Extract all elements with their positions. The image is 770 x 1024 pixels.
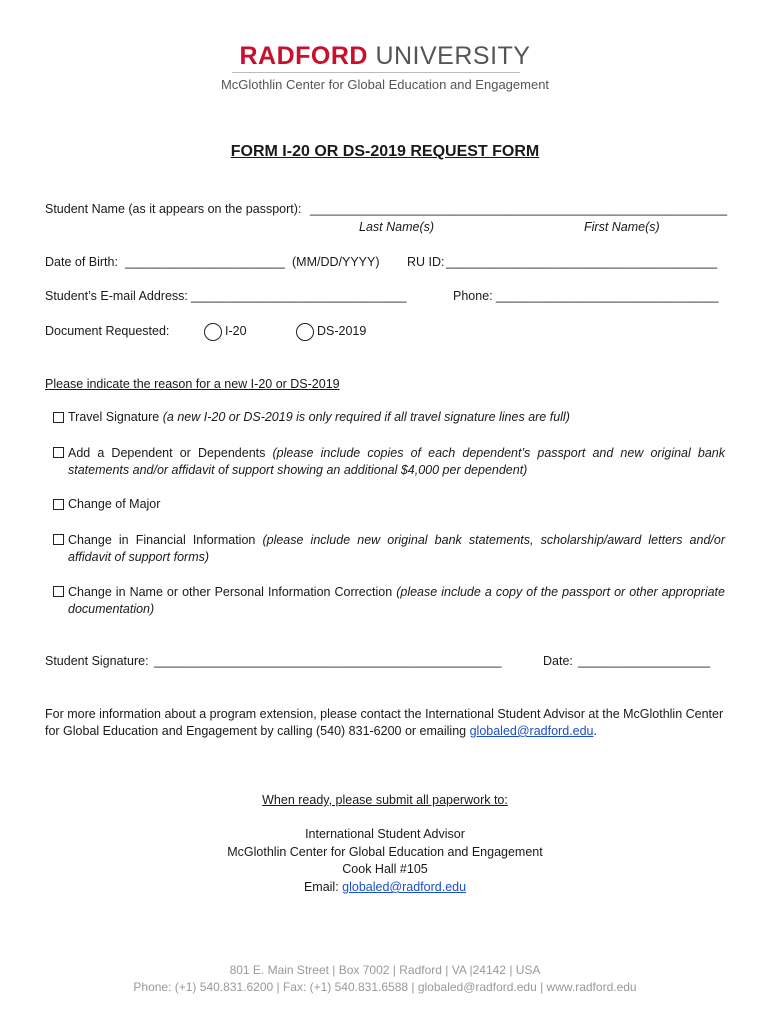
- logo-word-university: UNIVERSITY: [375, 42, 531, 70]
- dob-field[interactable]: _______________________: [125, 255, 285, 269]
- financial-info-checkbox[interactable]: [53, 534, 64, 545]
- last-name-caption: Last Name(s): [359, 220, 435, 234]
- submit-line-location: Cook Hall #105: [342, 862, 428, 876]
- info-text: For more information about a program extension, please contact the International Student Advisor at the McGlothlin Center for Global Education and Engagement by calling (540) 831-6200 or emailing: [45, 707, 724, 738]
- student-name-field[interactable]: ____________________________________________________________: [310, 202, 728, 216]
- logo-word-radford: RADFORD: [239, 42, 368, 70]
- submit-heading: When ready, please submit all paperwork to:: [262, 793, 508, 807]
- info-paragraph: [45, 706, 727, 740]
- i20-option-label: I-20: [225, 324, 247, 338]
- first-name-caption: First Name(s): [584, 220, 660, 234]
- logo-divider: [232, 72, 520, 73]
- change-of-major-checkbox[interactable]: [53, 499, 64, 510]
- dob-label: Date of Birth:: [45, 255, 118, 269]
- dob-format-hint: (MM/DD/YYYY): [292, 255, 380, 269]
- reason-item: [68, 497, 160, 511]
- ds2019-option-label: DS-2019: [317, 324, 367, 338]
- email-label: Student’s E-mail Address:: [45, 289, 188, 303]
- phone-label: Phone:: [453, 289, 493, 303]
- submit-email-line: [0, 880, 770, 894]
- footer-address: 801 E. Main Street | Box 7002 | Radford | VA |24142 | USA: [229, 963, 541, 977]
- ds2019-radio[interactable]: [296, 323, 314, 341]
- reason-label: Change of Major: [68, 497, 161, 511]
- reason-item: [68, 532, 725, 566]
- reason-label: Add a Dependent or Dependents: [68, 446, 266, 460]
- reason-item: [68, 410, 570, 424]
- reason-note: (please include a copy of the passport or other appropriate documentation): [68, 585, 725, 616]
- signature-label: Student Signature:: [45, 654, 149, 668]
- travel-signature-checkbox[interactable]: [53, 412, 64, 423]
- document-requested-label: Document Requested:: [45, 324, 170, 338]
- reason-item: [68, 445, 725, 479]
- i20-radio[interactable]: [204, 323, 222, 341]
- phone-field[interactable]: ________________________________: [496, 289, 719, 303]
- date-field[interactable]: ___________________: [578, 654, 711, 668]
- reason-heading: Please indicate the reason for a new I-20 or DS-2019: [45, 377, 340, 391]
- info-email-link[interactable]: globaled@radford.edu: [469, 724, 594, 738]
- add-dependent-checkbox[interactable]: [53, 447, 64, 458]
- ruid-field[interactable]: _______________________________________: [446, 255, 718, 269]
- reason-label: Change in Name or other Personal Information Correction: [68, 585, 393, 599]
- reason-item: [68, 584, 725, 618]
- submit-line-advisor: International Student Advisor: [305, 827, 465, 841]
- university-logo: [0, 42, 770, 71]
- date-label: Date:: [543, 654, 573, 668]
- submit-line-center: McGlothlin Center for Global Education and Engagement: [227, 845, 543, 859]
- reason-note: (please include copies of each dependent’s passport and new original bank statements and/or affidavit of support showing an additional $4,000 per dependent): [68, 446, 725, 477]
- name-correction-checkbox[interactable]: [53, 586, 64, 597]
- submit-email-link[interactable]: globaled@radford.edu: [342, 880, 467, 894]
- reason-note: (please include new original bank statements, scholarship/award letters and/or affidavit of support forms): [68, 533, 725, 564]
- reason-label: Change in Financial Information: [68, 533, 256, 547]
- center-subtitle: McGlothlin Center for Global Education and Engagement: [220, 77, 550, 92]
- submit-email-label: Email:: [303, 880, 339, 894]
- info-end: .: [593, 724, 597, 738]
- student-name-label: Student Name (as it appears on the passport):: [45, 202, 302, 216]
- footer-contact: Phone: (+1) 540.831.6200 | Fax: (+1) 540.831.6588 | globaled@radford.edu | www.radford.edu: [133, 980, 637, 994]
- reason-label: Travel Signature: [68, 410, 160, 424]
- reason-note: (a new I-20 or DS-2019 is only required if all travel signature lines are full): [162, 410, 570, 424]
- form-title: FORM I-20 OR DS-2019 REQUEST FORM: [230, 143, 540, 160]
- ruid-label: RU ID:: [407, 255, 445, 269]
- email-field[interactable]: _______________________________: [191, 289, 407, 303]
- signature-field[interactable]: __________________________________________________: [154, 654, 502, 668]
